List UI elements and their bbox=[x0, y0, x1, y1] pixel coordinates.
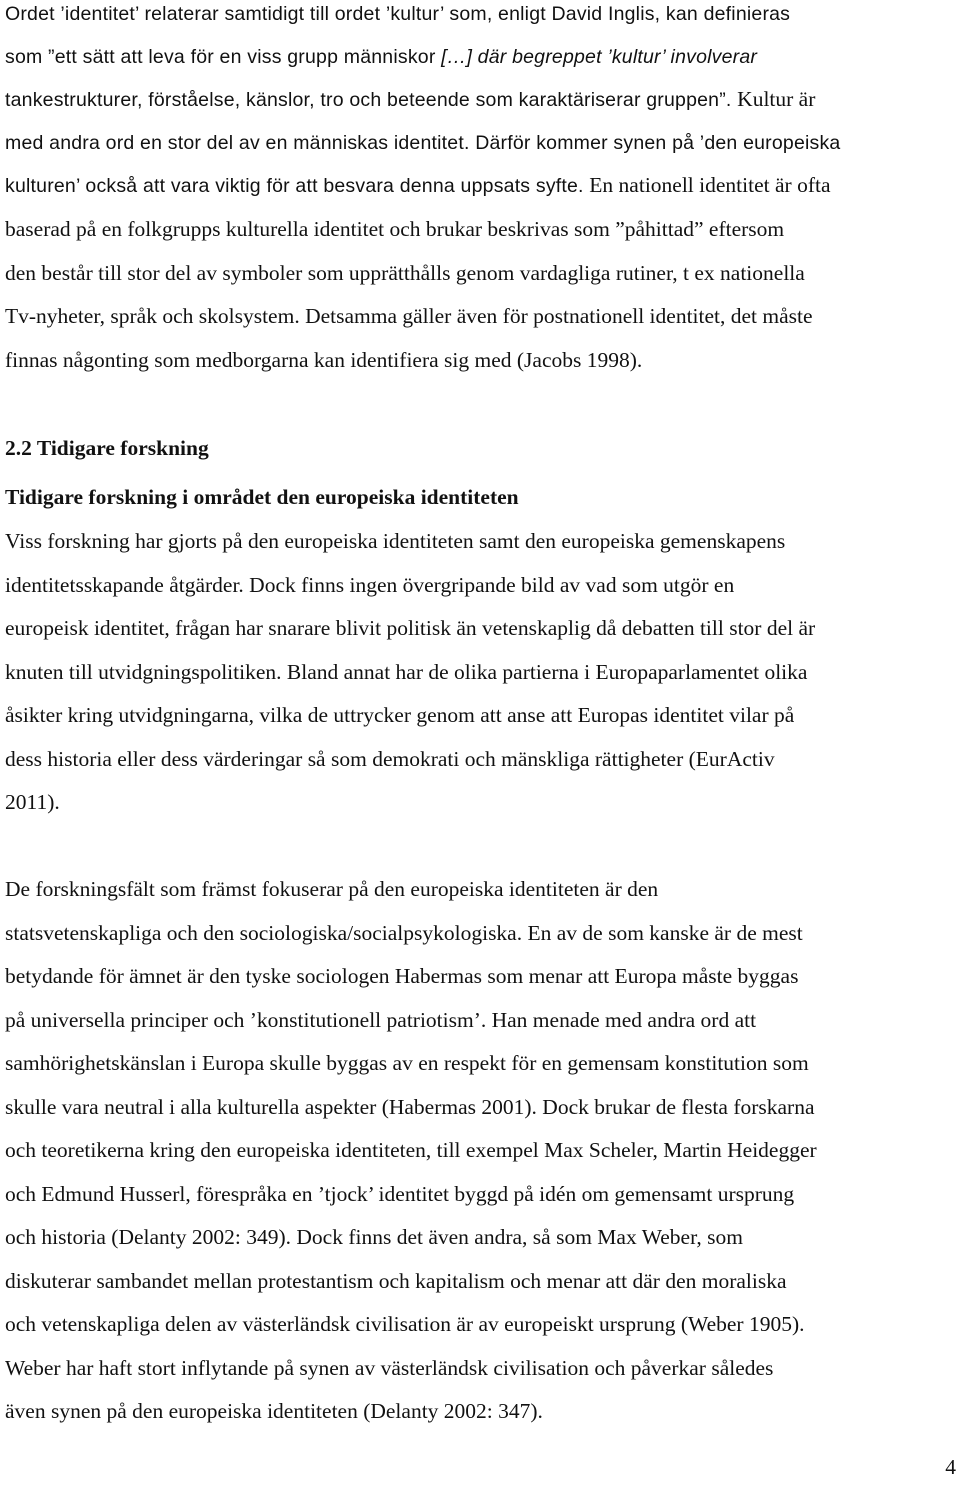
text-line: 2011). bbox=[5, 790, 60, 814]
text-line: Viss forskning har gjorts på den europeiska identiteten samt den europeiska gemenskapens bbox=[5, 529, 786, 553]
text-segment: Därför kommer synen på ’den europeiska bbox=[475, 132, 841, 154]
text-line bbox=[5, 84, 815, 115]
text-line: åsikter kring utvidgningarna, vilka de uttrycker genom att anse att Europas identitet vilar på bbox=[5, 703, 795, 727]
text-line bbox=[5, 41, 757, 72]
text-line: knuten till utvidgningspolitiken. Bland annat har de olika partierna i Europaparlamentet olika bbox=[5, 659, 808, 684]
text-line: och historia (Delanty 2002: 349). Dock finns det även andra, så som Max Weber, som bbox=[5, 1225, 743, 1249]
text-segment: baserad på en folkgrupps kulturella identitet och brukar beskrivas som ”påhittad” eftersom bbox=[5, 217, 785, 241]
text-line: och vetenskapliga delen av västerländsk civilisation är av europeiskt ursprung (Weber 1905). bbox=[5, 1312, 805, 1336]
text-line bbox=[5, 214, 784, 244]
text-segment: den består till stor del av symboler som upprätthålls genom vardagliga rutiner, t ex nationella bbox=[5, 261, 805, 285]
text-line: europeisk identitet, frågan har snarare blivit politisk än vetenskaplig då debatten till stor del är bbox=[5, 616, 816, 640]
subsection-heading: Tidigare forskning i området den europeiska identiteten bbox=[5, 485, 519, 509]
text-line bbox=[5, 127, 840, 158]
text-line bbox=[5, 170, 831, 201]
page-number: 4 bbox=[945, 1455, 956, 1479]
text-line bbox=[5, 258, 805, 288]
text-line bbox=[5, 301, 813, 331]
text-line: betydande för ämnet är den tyske sociologen Habermas som menar att Europa måste byggas bbox=[5, 964, 799, 988]
text-line bbox=[5, 0, 790, 29]
text-line: diskuterar sambandet mellan protestantism och kapitalism och menar att där den moraliska bbox=[5, 1268, 787, 1293]
text-segment: kulturen’ också att vara viktig för att besvara denna uppsats syfte. bbox=[5, 175, 590, 197]
text-line: De forskningsfält som främst fokuserar på den europeiska identiteten är den bbox=[5, 877, 659, 901]
text-line: skulle vara neutral i alla kulturella aspekter (Habermas 2001). Dock brukar de flesta forskarna bbox=[5, 1094, 815, 1119]
text-line: identitetsskapande åtgärder. Dock finns ingen övergripande bild av vad som utgör en bbox=[5, 572, 735, 597]
text-line: och teoretikerna kring den europeiska identiteten, till exempel Max Scheler, Martin Heidegger bbox=[5, 1138, 817, 1162]
text-line: dess historia eller dess värderingar så som demokrati och mänskliga rättigheter (EurActiv bbox=[5, 746, 775, 771]
text-segment: En nationell identitet är ofta bbox=[589, 173, 831, 197]
text-segment: Tv-nyheter, språk och skolsystem. Detsamma gäller även för postnationell identitet, det måste bbox=[5, 304, 813, 328]
text-line: Weber har haft stort inflytande på synen av västerländsk civilisation och påverkar således bbox=[5, 1355, 774, 1380]
text-segment: som ”ett sätt att leva för en viss grupp människor bbox=[5, 46, 442, 68]
text-segment: […] där begreppet ’kultur’ involverar bbox=[441, 46, 758, 68]
text-line: samhörighetskänslan i Europa skulle byggas av en respekt för en gemensam konstitution som bbox=[5, 1051, 809, 1075]
text-segment: Kultur är bbox=[737, 87, 816, 111]
text-line: även synen på den europeiska identiteten (Delanty 2002: 347). bbox=[5, 1399, 543, 1423]
section-heading: 2.2 Tidigare forskning bbox=[5, 436, 209, 460]
text-line bbox=[5, 345, 642, 375]
text-segment: med andra ord en stor del av en människas identitet. bbox=[5, 132, 476, 154]
text-segment: finnas någonting som medborgarna kan identifiera sig med (Jacobs 1998). bbox=[5, 348, 643, 372]
text-line: statsvetenskapliga och den sociologiska/socialpsykologiska. En av de som kanske är de mest bbox=[5, 920, 803, 945]
text-line: och Edmund Husserl, förespråka en ’tjock’ identitet byggd på idén om gemensamt ursprung bbox=[5, 1181, 795, 1206]
text-line: på universella principer och ’konstitutionell patriotism’. Han menade med andra ord att bbox=[5, 1007, 757, 1032]
text-segment: Ordet ’identitet’ relaterar samtidigt till ordet ’kultur’ som, enligt David Inglis, kan definieras bbox=[5, 3, 791, 25]
text-segment: tankestrukturer, förståelse, känslor, tro och beteende som karaktäriserar gruppen”. bbox=[5, 89, 738, 111]
